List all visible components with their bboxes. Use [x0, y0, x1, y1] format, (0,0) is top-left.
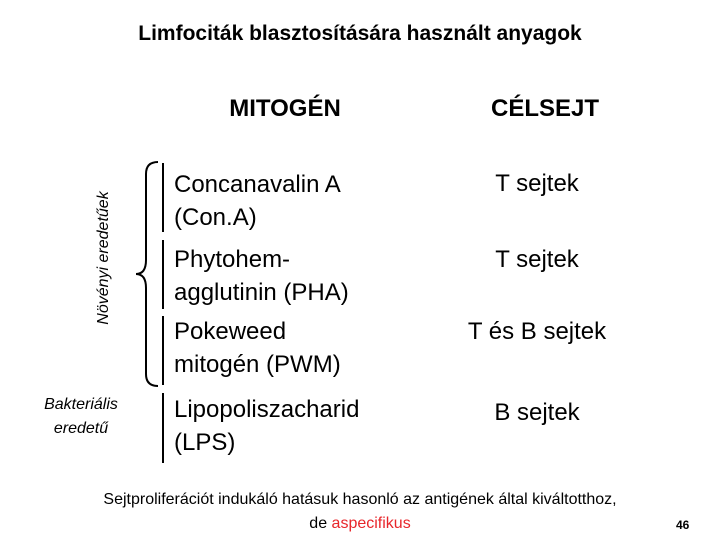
footer-note-line1: Sejtproliferációt indukáló hatásuk hasonló az antigének által kiváltotthoz, — [103, 491, 617, 508]
row-separator-bar — [162, 316, 164, 385]
group-label-bacterial-line1: Bakteriális — [44, 396, 118, 413]
table-row-mitogen — [174, 315, 341, 381]
table-row-target: T és B sejtek — [467, 318, 607, 345]
row-separator-bar — [162, 240, 164, 309]
table-row-mitogen — [174, 393, 359, 459]
table-row-mitogen — [174, 243, 349, 309]
footer-note-highlight: aspecifikus — [331, 515, 411, 532]
table-row-mitogen — [174, 168, 341, 234]
row-separator-bar — [162, 163, 164, 232]
mitogen-name-line1: Pokeweed — [174, 318, 287, 345]
page-number: 46 — [676, 518, 690, 532]
table-row-target: T sejtek — [495, 170, 579, 197]
footer-note — [0, 488, 720, 536]
column-header-mitogen: MITOGÉN — [229, 95, 341, 122]
group-brace — [134, 160, 160, 388]
mitogen-name-line1: Lipopoliszacharid — [174, 396, 360, 423]
group-label-bacterial — [28, 393, 134, 441]
table-row-target: B sejtek — [494, 399, 580, 426]
footer-note-line2 — [0, 512, 720, 536]
mitogen-name-line1: Concanavalin A — [174, 171, 341, 198]
mitogen-name-line2: (Con.A) — [174, 204, 257, 231]
mitogen-name-line2: agglutinin (PHA) — [174, 279, 349, 306]
mitogen-name-line2: (LPS) — [174, 429, 236, 456]
mitogen-name-line2: mitogén (PWM) — [174, 351, 341, 378]
row-separator-bar — [162, 393, 164, 463]
table-row-target: T sejtek — [495, 246, 579, 273]
footer-note-prefix: de — [309, 515, 332, 532]
mitogen-name-line1: Phytohem- — [174, 246, 291, 273]
group-label-bacterial-line2: eredetű — [53, 420, 109, 437]
column-header-target: CÉLSEJT — [490, 95, 600, 122]
slide-title: Limfociták blasztosítására használt anyagok — [138, 22, 582, 45]
group-label-plant-text: Növényi eredetűek — [95, 191, 112, 325]
